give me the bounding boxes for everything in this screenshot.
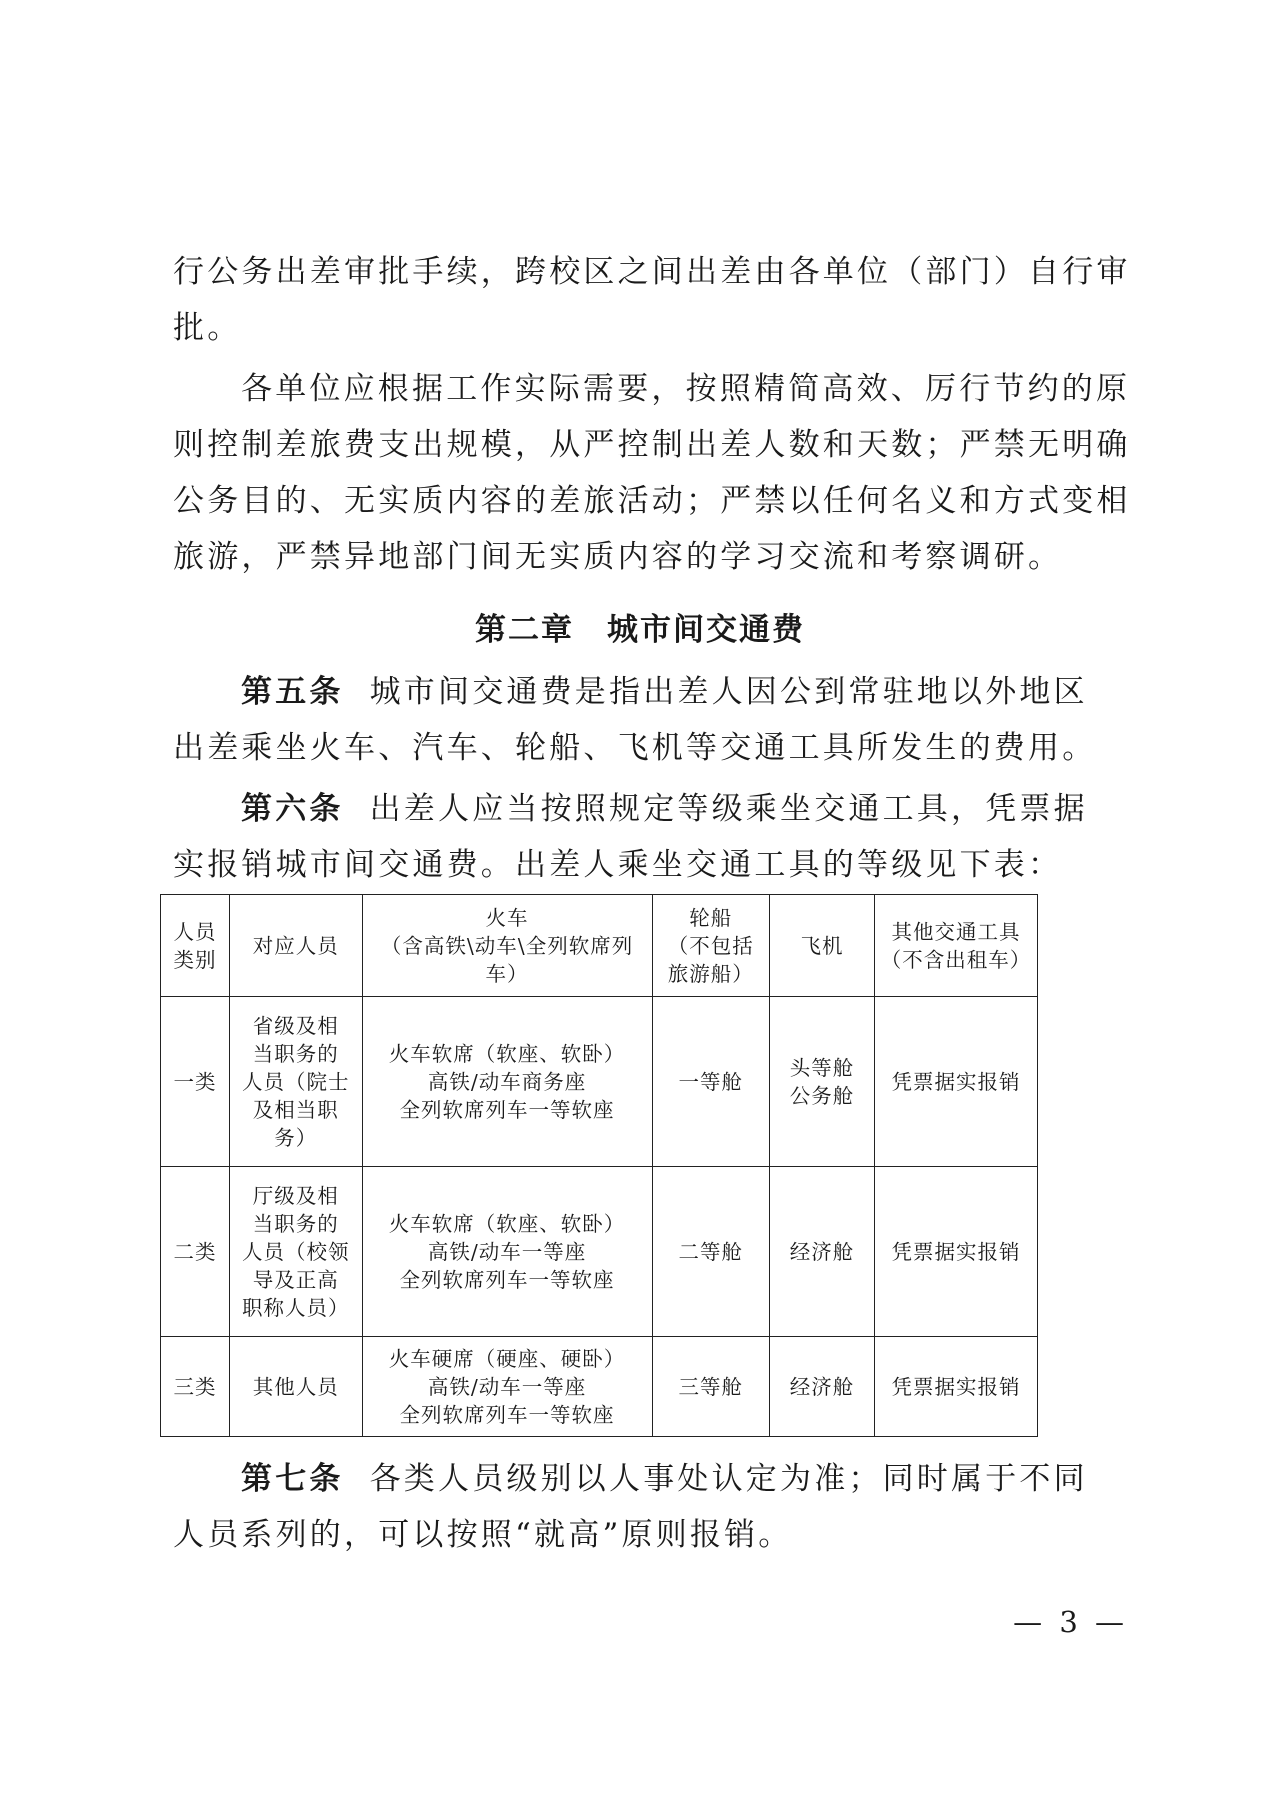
- text-line: 人员系列的，可以按照“就高”原则报销。: [173, 1517, 793, 1553]
- cell-other: 凭票据实报销: [874, 997, 1037, 1167]
- cell-category: 一类: [161, 997, 230, 1167]
- text-line: 出差乘坐火车、汽车、轮船、飞机等交通工具所发生的费用。: [173, 730, 1097, 766]
- cell-person: 省级及相 当职务的 人员（院士 及相当职 务）: [229, 997, 362, 1167]
- cell-other: 凭票据实报销: [874, 1167, 1037, 1337]
- article-7: [173, 1451, 1125, 1563]
- cell-person: 厅级及相 当职务的 人员（校领 导及正高 职称人员）: [229, 1167, 362, 1337]
- article-label: 第七条: [241, 1461, 344, 1497]
- cell-train: 火车软席（软座、软卧） 高铁/动车一等座 全列软席列车一等软座: [362, 1167, 652, 1337]
- header-plane: 飞机: [770, 895, 875, 997]
- cell-category: 三类: [161, 1337, 230, 1437]
- text-line: 旅游，严禁异地部门间无实质内容的学习交流和考察调研。: [173, 539, 1063, 575]
- text-line: 各单位应根据工作实际需要，按照精简高效、厉行节约的原: [241, 371, 1131, 407]
- text-line: 各类人员级别以人事处认定为准；同时属于不同: [369, 1461, 1088, 1497]
- text-line: 出差人应当按照规定等级乘坐交通工具，凭票据: [369, 791, 1088, 827]
- text-line: 实报销城市间交通费。出差人乘坐交通工具的等级见下表：: [173, 847, 1063, 883]
- text-line: 批。: [173, 310, 242, 346]
- text-line: 行公务出差审批手续，跨校区之间出差由各单位（部门）自行审: [173, 254, 1131, 290]
- cell-other: 凭票据实报销: [874, 1337, 1037, 1437]
- table-header-row: [161, 895, 1038, 997]
- table-row: [161, 1337, 1038, 1437]
- cell-ship: 一等舱: [652, 997, 769, 1167]
- cell-plane: 经济舱: [770, 1337, 875, 1437]
- table-row: [161, 997, 1038, 1167]
- text-line: 城市间交通费是指出差人因公到常驻地以外地区: [369, 674, 1088, 710]
- cell-train: 火车硬席（硬座、硬卧） 高铁/动车一等座 全列软席列车一等软座: [362, 1337, 652, 1437]
- page-number: — 3 —: [1013, 1605, 1128, 1639]
- header-category: 人员 类别: [161, 895, 230, 997]
- header-other: 其他交通工具 （不含出租车）: [874, 895, 1037, 997]
- table-row: [161, 1167, 1038, 1337]
- cell-person: 其他人员: [229, 1337, 362, 1437]
- transport-class-table: [160, 894, 1038, 1437]
- header-train: 火车 （含高铁\动车\全列软席列 车）: [362, 895, 652, 997]
- chapter-heading: 第二章 城市间交通费: [475, 612, 805, 648]
- paragraph-cost-control: [173, 361, 1131, 585]
- header-ship: 轮船 （不包括 旅游船）: [652, 895, 769, 997]
- cell-plane: 头等舱 公务舱: [770, 997, 875, 1167]
- text-line: 公务目的、无实质内容的差旅活动；严禁以任何名义和方式变相: [173, 483, 1131, 519]
- cell-train: 火车软席（软座、软卧） 高铁/动车商务座 全列软席列车一等软座: [362, 997, 652, 1167]
- paragraph-approval-continuation: [173, 244, 1131, 356]
- text-line: 则控制差旅费支出规模，从严控制出差人数和天数；严禁无明确: [173, 427, 1131, 463]
- article-label: 第五条: [241, 674, 344, 710]
- article-6: [173, 781, 1125, 893]
- cell-category: 二类: [161, 1167, 230, 1337]
- header-person: 对应人员: [229, 895, 362, 997]
- article-label: 第六条: [241, 791, 344, 827]
- article-5: [173, 664, 1125, 776]
- cell-ship: 三等舱: [652, 1337, 769, 1437]
- cell-ship: 二等舱: [652, 1167, 769, 1337]
- cell-plane: 经济舱: [770, 1167, 875, 1337]
